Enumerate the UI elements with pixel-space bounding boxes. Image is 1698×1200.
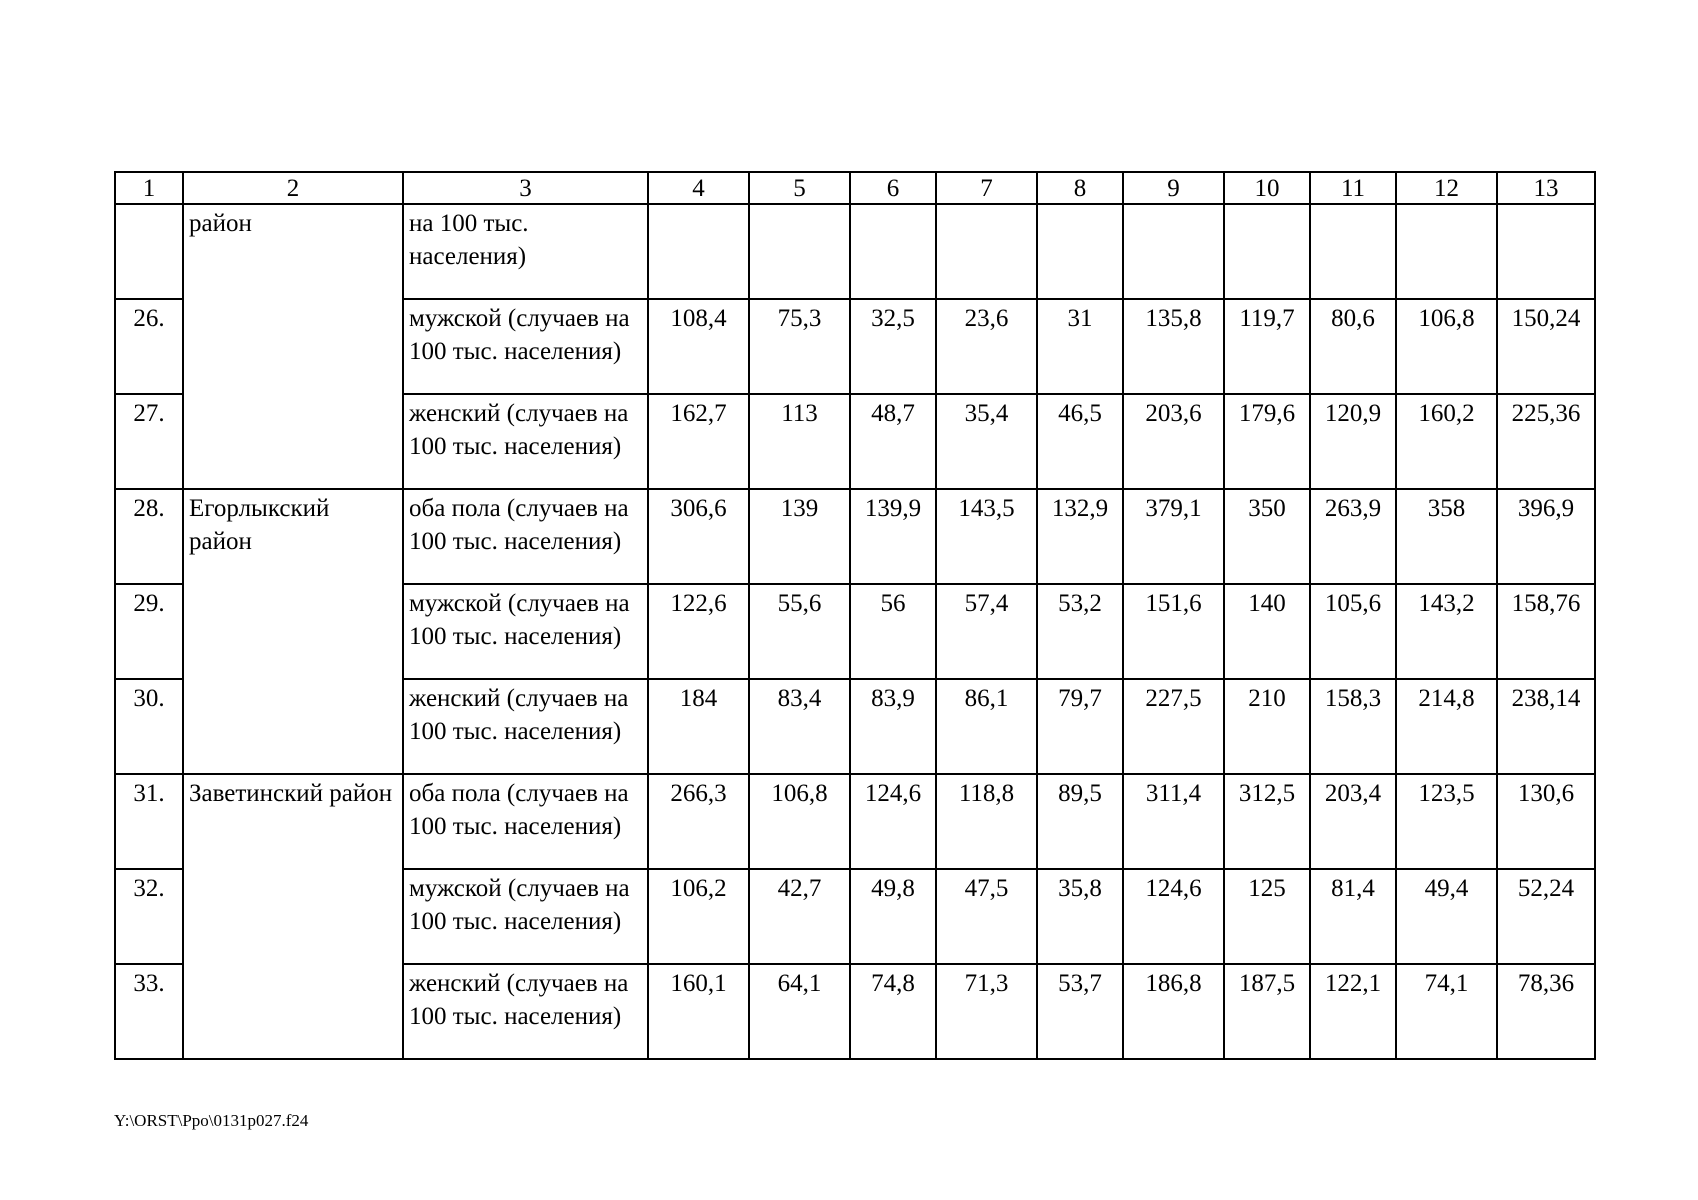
value-cell: 203,4	[1310, 774, 1396, 869]
value-cell: 83,4	[749, 679, 850, 774]
value-cell: 139	[749, 489, 850, 584]
indicator-label: на 100 тыс. населения)	[403, 204, 648, 299]
value-cell: 358	[1396, 489, 1497, 584]
value-cell	[850, 204, 936, 299]
value-cell: 306,6	[648, 489, 749, 584]
value-cell: 120,9	[1310, 394, 1396, 489]
value-cell: 123,5	[1396, 774, 1497, 869]
value-cell: 187,5	[1224, 964, 1310, 1059]
value-cell	[1123, 204, 1224, 299]
indicator-label: мужской (случаев на 100 тыс. населения)	[403, 299, 648, 394]
value-cell: 210	[1224, 679, 1310, 774]
value-cell	[749, 204, 850, 299]
value-cell: 124,6	[1123, 869, 1224, 964]
value-cell	[1224, 204, 1310, 299]
value-cell: 78,36	[1497, 964, 1595, 1059]
value-cell: 106,8	[1396, 299, 1497, 394]
value-cell	[1396, 204, 1497, 299]
table-row	[115, 489, 1595, 584]
value-cell: 160,2	[1396, 394, 1497, 489]
value-cell: 46,5	[1037, 394, 1123, 489]
row-number: 31.	[115, 774, 183, 869]
value-cell: 86,1	[936, 679, 1037, 774]
row-number: 27.	[115, 394, 183, 489]
value-cell: 214,8	[1396, 679, 1497, 774]
value-cell: 132,9	[1037, 489, 1123, 584]
value-cell: 79,7	[1037, 679, 1123, 774]
header-cell: 7	[936, 172, 1037, 204]
header-cell: 9	[1123, 172, 1224, 204]
data-table	[114, 171, 1596, 1060]
value-cell: 139,9	[850, 489, 936, 584]
value-cell: 266,3	[648, 774, 749, 869]
value-cell: 312,5	[1224, 774, 1310, 869]
value-cell: 42,7	[749, 869, 850, 964]
file-path-footer: Y:\ORST\Ppo\0131p027.f24	[114, 1111, 309, 1130]
value-cell: 158,3	[1310, 679, 1396, 774]
row-number	[115, 204, 183, 299]
header-cell: 1	[115, 172, 183, 204]
indicator-label: женский (случаев на 100 тыс. населения)	[403, 394, 648, 489]
value-cell: 32,5	[850, 299, 936, 394]
district-name: район	[183, 204, 403, 489]
indicator-label: женский (случаев на 100 тыс. населения)	[403, 679, 648, 774]
value-cell: 108,4	[648, 299, 749, 394]
value-cell: 47,5	[936, 869, 1037, 964]
value-cell: 238,14	[1497, 679, 1595, 774]
value-cell: 35,4	[936, 394, 1037, 489]
indicator-label: женский (случаев на 100 тыс. населения)	[403, 964, 648, 1059]
indicator-label: оба пола (случаев на 100 тыс. населения)	[403, 774, 648, 869]
value-cell: 49,4	[1396, 869, 1497, 964]
value-cell: 48,7	[850, 394, 936, 489]
value-cell: 124,6	[850, 774, 936, 869]
value-cell: 179,6	[1224, 394, 1310, 489]
indicator-label: мужской (случаев на 100 тыс. населения)	[403, 869, 648, 964]
value-cell: 125	[1224, 869, 1310, 964]
value-cell: 106,2	[648, 869, 749, 964]
value-cell: 122,6	[648, 584, 749, 679]
header-cell: 13	[1497, 172, 1595, 204]
value-cell: 113	[749, 394, 850, 489]
header-cell: 11	[1310, 172, 1396, 204]
header-cell: 12	[1396, 172, 1497, 204]
value-cell: 74,1	[1396, 964, 1497, 1059]
header-cell: 2	[183, 172, 403, 204]
value-cell: 106,8	[749, 774, 850, 869]
value-cell: 31	[1037, 299, 1123, 394]
value-cell: 105,6	[1310, 584, 1396, 679]
value-cell: 263,9	[1310, 489, 1396, 584]
header-cell: 10	[1224, 172, 1310, 204]
value-cell	[1310, 204, 1396, 299]
value-cell: 225,36	[1497, 394, 1595, 489]
value-cell: 23,6	[936, 299, 1037, 394]
value-cell: 160,1	[648, 964, 749, 1059]
value-cell: 140	[1224, 584, 1310, 679]
row-number: 26.	[115, 299, 183, 394]
indicator-label: оба пола (случаев на 100 тыс. населения)	[403, 489, 648, 584]
value-cell: 75,3	[749, 299, 850, 394]
row-number: 28.	[115, 489, 183, 584]
value-cell: 83,9	[850, 679, 936, 774]
row-number: 29.	[115, 584, 183, 679]
district-name: Заветинский район	[183, 774, 403, 1059]
value-cell: 55,6	[749, 584, 850, 679]
row-number: 33.	[115, 964, 183, 1059]
value-cell: 53,7	[1037, 964, 1123, 1059]
value-cell: 64,1	[749, 964, 850, 1059]
indicator-label: мужской (случаев на 100 тыс. населения)	[403, 584, 648, 679]
value-cell: 143,2	[1396, 584, 1497, 679]
value-cell: 89,5	[1037, 774, 1123, 869]
value-cell: 119,7	[1224, 299, 1310, 394]
value-cell	[1497, 204, 1595, 299]
row-number: 32.	[115, 869, 183, 964]
table-body	[115, 172, 1595, 1059]
value-cell: 52,24	[1497, 869, 1595, 964]
value-cell: 56	[850, 584, 936, 679]
row-number: 30.	[115, 679, 183, 774]
value-cell	[648, 204, 749, 299]
value-cell: 184	[648, 679, 749, 774]
value-cell: 396,9	[1497, 489, 1595, 584]
value-cell: 49,8	[850, 869, 936, 964]
table-row	[115, 204, 1595, 299]
value-cell: 143,5	[936, 489, 1037, 584]
value-cell: 203,6	[1123, 394, 1224, 489]
district-name: Егорлыкский район	[183, 489, 403, 774]
value-cell: 379,1	[1123, 489, 1224, 584]
value-cell: 135,8	[1123, 299, 1224, 394]
value-cell: 81,4	[1310, 869, 1396, 964]
value-cell: 350	[1224, 489, 1310, 584]
value-cell: 162,7	[648, 394, 749, 489]
value-cell: 57,4	[936, 584, 1037, 679]
value-cell: 35,8	[1037, 869, 1123, 964]
value-cell: 311,4	[1123, 774, 1224, 869]
value-cell: 80,6	[1310, 299, 1396, 394]
value-cell: 53,2	[1037, 584, 1123, 679]
header-cell: 3	[403, 172, 648, 204]
value-cell: 158,76	[1497, 584, 1595, 679]
value-cell: 151,6	[1123, 584, 1224, 679]
value-cell: 122,1	[1310, 964, 1396, 1059]
value-cell	[936, 204, 1037, 299]
header-row	[115, 172, 1595, 204]
header-cell: 6	[850, 172, 936, 204]
value-cell: 74,8	[850, 964, 936, 1059]
header-cell: 5	[749, 172, 850, 204]
value-cell	[1037, 204, 1123, 299]
value-cell: 150,24	[1497, 299, 1595, 394]
value-cell: 227,5	[1123, 679, 1224, 774]
value-cell: 118,8	[936, 774, 1037, 869]
value-cell: 130,6	[1497, 774, 1595, 869]
table-row	[115, 774, 1595, 869]
header-cell: 4	[648, 172, 749, 204]
value-cell: 186,8	[1123, 964, 1224, 1059]
value-cell: 71,3	[936, 964, 1037, 1059]
header-cell: 8	[1037, 172, 1123, 204]
